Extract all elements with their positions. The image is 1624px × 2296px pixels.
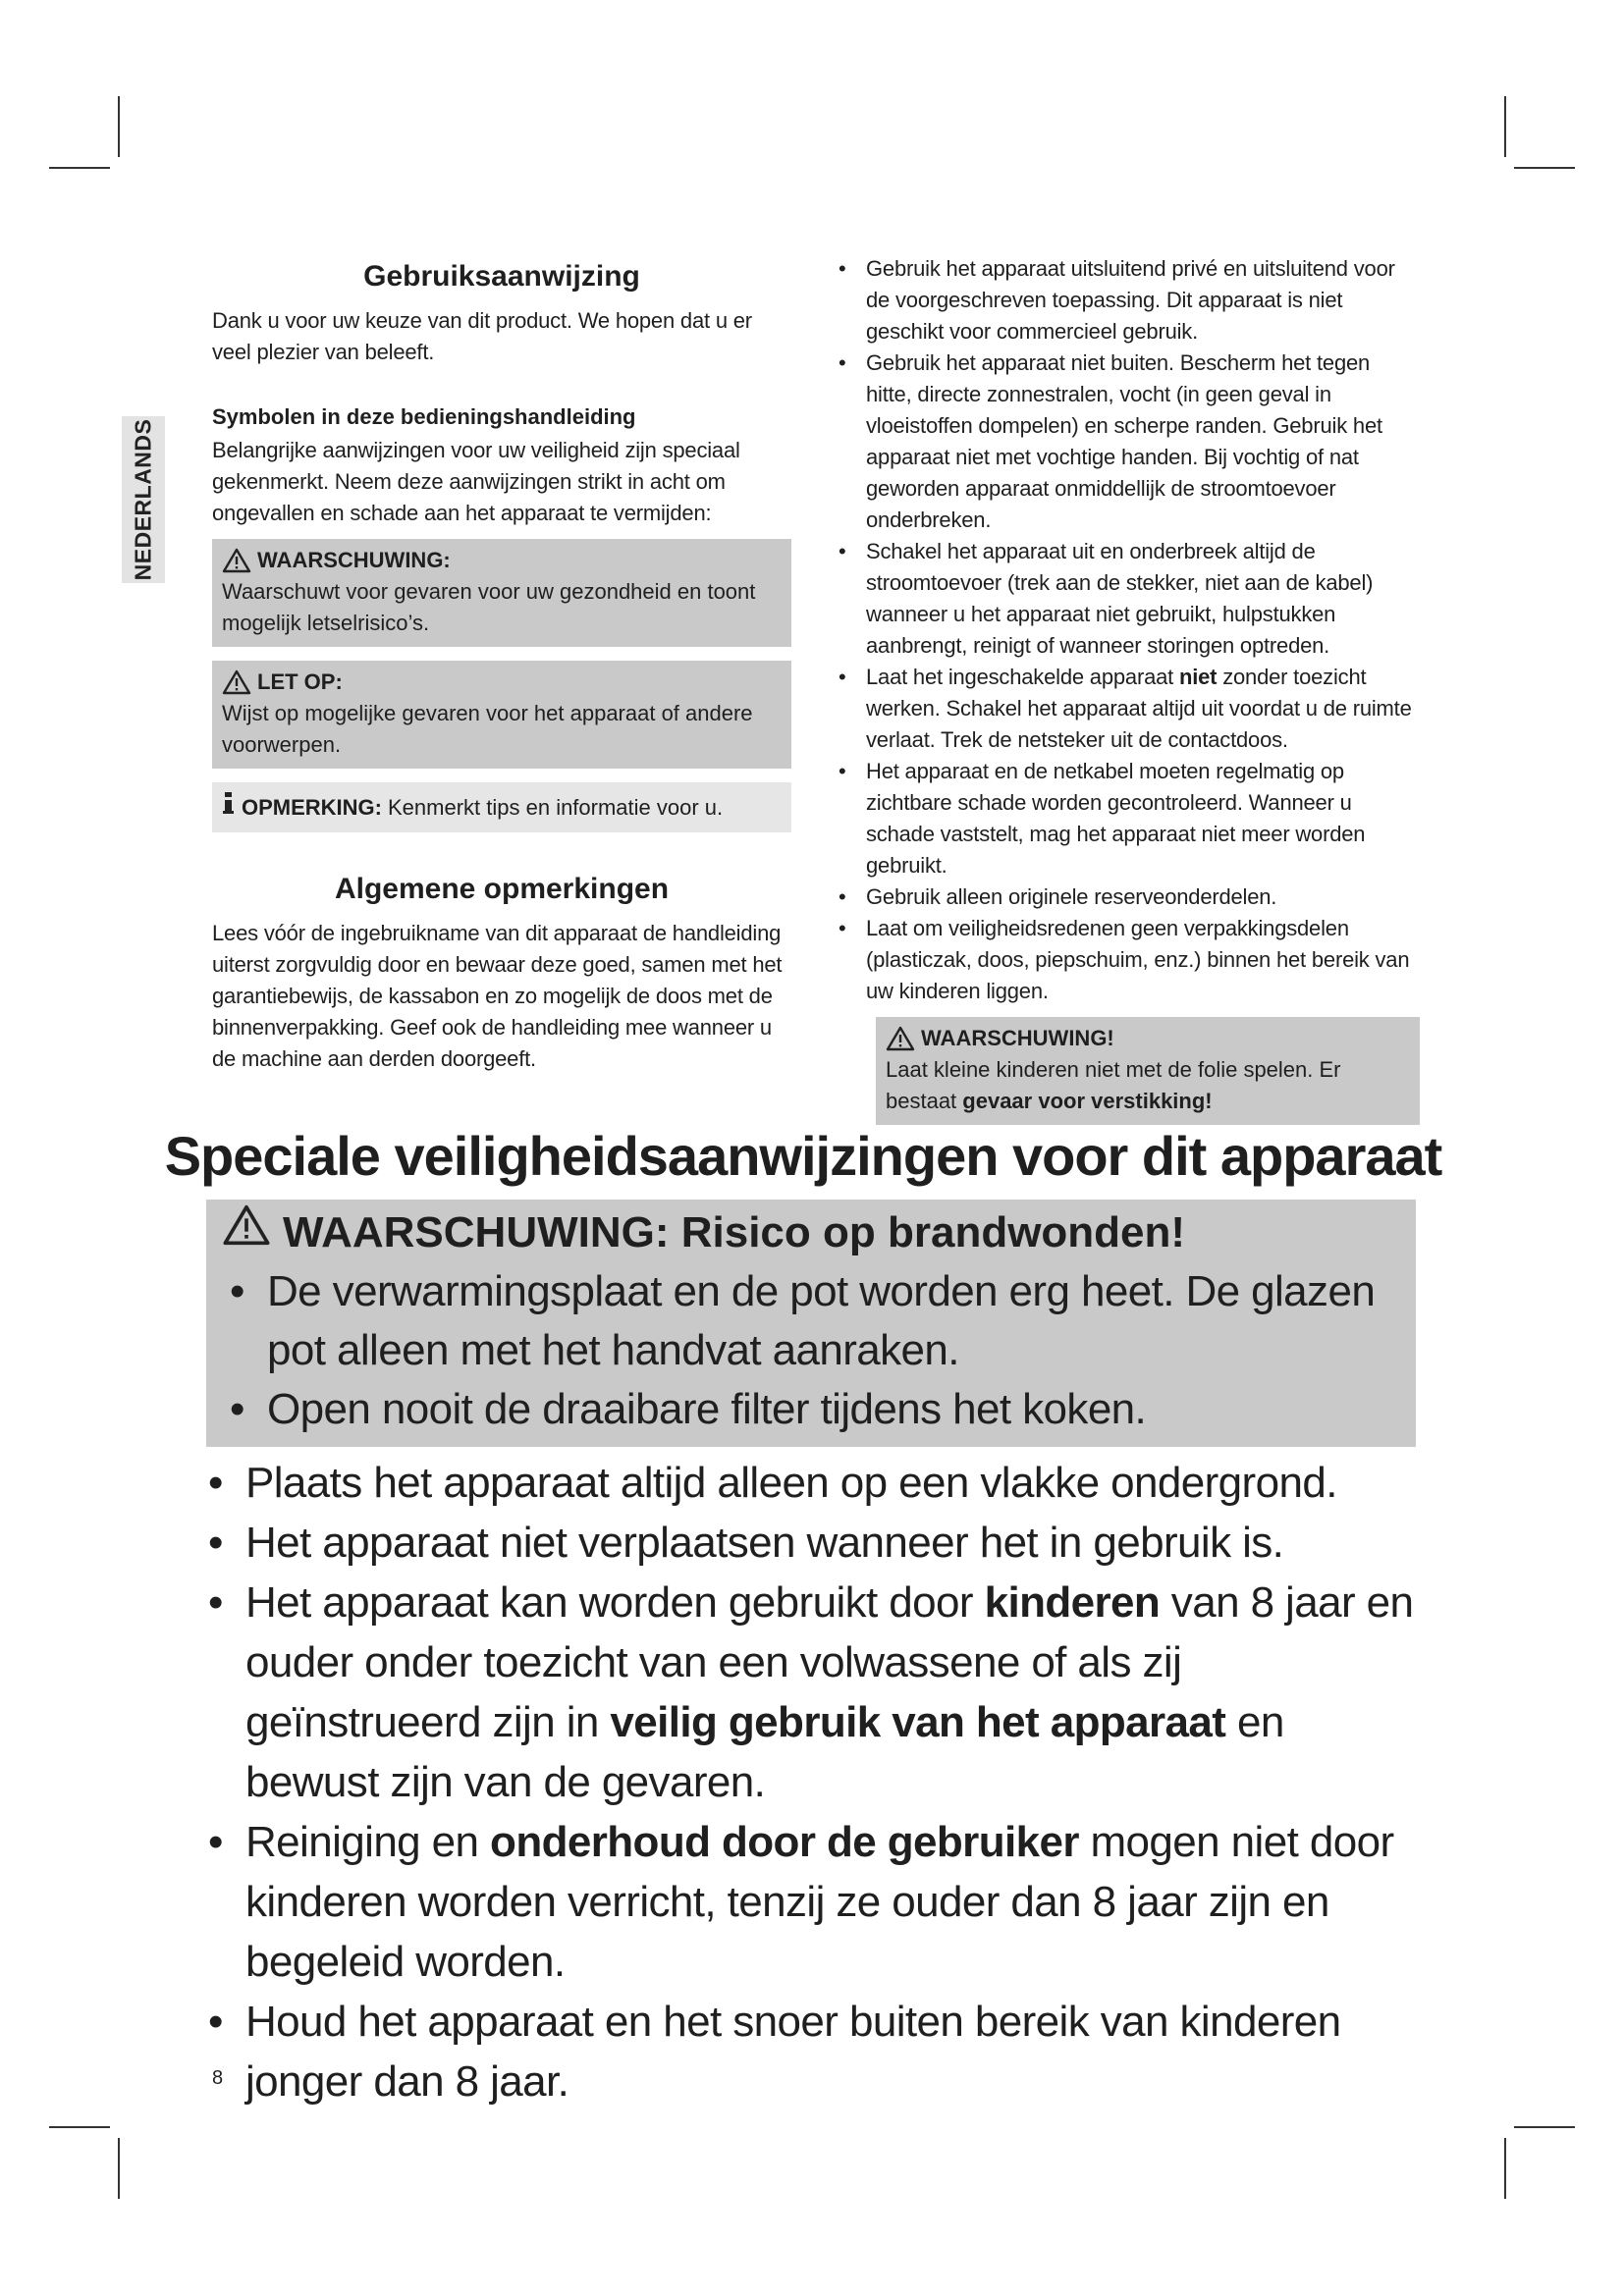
packaging-warning-title: WAARSCHUWING! [921, 1026, 1114, 1050]
packaging-warning-box [876, 1017, 1420, 1125]
warning-triangle-icon [222, 548, 251, 573]
language-tab-label: NEDERLANDS [130, 418, 156, 581]
note-box [212, 782, 791, 832]
list-item: • Plaats het apparaat altijd alleen op een vlakke ondergrond. [200, 1453, 1428, 1513]
crop-mark [49, 2126, 110, 2128]
warning-box-text: Waarschuwt voor gevaren voor uw gezondheid en toont mogelijk letselrisico’s. [222, 579, 756, 635]
warning-box-title: WAARSCHUWING: [257, 548, 451, 572]
left-column [212, 257, 791, 1075]
list-item: • Houd het apparaat en het snoer buiten bereik van kinderen jonger dan 8 jaar. [200, 1992, 1428, 2111]
warning-triangle-icon [222, 669, 251, 695]
page-number: 8 [212, 2067, 224, 2089]
note-box-title: OPMERKING: [242, 794, 382, 820]
list-item: • Laat om veiligheidsredenen geen verpakkingsdelen (plasticzak, doos, piepschuim, enz.) binnen het bereik van uw kinderen liggen. [837, 913, 1420, 1007]
list-item: • Het apparaat en de netkabel moeten regelmatig op zichtbare schade worden gecontroleerd. Wanneer u schade vaststelt, mag het apparaat niet meer worden gebruikt. [837, 756, 1420, 881]
list-item: • Het apparaat kan worden gebruikt door kinderen van 8 jaar en ouder onder toezicht van een volwassene of als zij geïnstrueerd zijn in veilig gebruik van het apparaat en bewust zijn van de gevaren. [200, 1573, 1428, 1812]
caution-box-text: Wijst op mogelijke gevaren voor het apparaat of andere voorwerpen. [222, 701, 753, 757]
language-tab [122, 416, 165, 583]
special-safety-list [200, 1453, 1428, 2111]
special-safety-title: Speciale veiligheidsaanwijzingen voor dit apparaat [164, 1125, 1442, 1187]
caution-box-title: LET OP: [257, 669, 343, 694]
warning-triangle-icon [886, 1026, 915, 1051]
list-item: • Laat het ingeschakelde apparaat niet zonder toezicht werken. Schakel het apparaat altijd uit voordat u de ruimte verlaat. Trek de netsteker uit de contactdoos. [837, 662, 1420, 756]
list-item: • Gebruik het apparaat niet buiten. Bescherm het tegen hitte, directe zonnestralen, vocht (in geen geval in vloeistoffen dompelen) en scherpe randen. Gebruik het apparaat niet met vochtige handen. Bij vochtig of nat geworden apparaat onmiddellijk de stroomtoevoer onderbreken. [837, 347, 1420, 536]
right-column [837, 253, 1420, 1125]
crop-mark [1504, 96, 1506, 157]
crop-mark [1504, 2138, 1506, 2199]
safety-list [837, 253, 1420, 1007]
info-icon [222, 790, 236, 825]
burn-warning-box [206, 1200, 1416, 1447]
list-item: • Gebruik het apparaat uitsluitend privé en uitsluitend voor de voorgeschreven toepassing. Dit apparaat is niet geschikt voor commercieel gebruik. [837, 253, 1420, 347]
list-item: • Schakel het apparaat uit en onderbreek altijd de stroomtoevoer (trek aan de stekker, niet aan de kabel) wanneer u het apparaat niet gebruikt, hulpstukken aanbrengt, reinigt of wanneer storingen optreden. [837, 536, 1420, 662]
packaging-warning-bold: gevaar voor verstikking! [962, 1089, 1213, 1113]
symbols-text: Belangrijke aanwijzingen voor uw veiligheid zijn speciaal gekenmerkt. Neem deze aanwijzingen strikt in acht om ongevallen en schade aan het apparaat te vermijden: [212, 438, 740, 525]
list-item: • Het apparaat niet verplaatsen wanneer het in gebruik is. [200, 1513, 1428, 1573]
instructions-title: Gebruiksaanwijzing [363, 260, 640, 293]
note-box-text: Kenmerkt tips en informatie voor u. [388, 794, 724, 820]
warning-triangle-icon [222, 1203, 271, 1262]
caution-box [212, 661, 791, 769]
crop-mark [1514, 2126, 1575, 2128]
crop-mark [49, 167, 110, 169]
list-item: • De verwarmingsplaat en de pot worden erg heet. De glazen pot alleen met het handvat aanraken. [222, 1262, 1400, 1380]
intro-text: Dank u voor uw keuze van dit product. We hopen dat u er veel plezier van beleeft. [212, 308, 752, 364]
crop-mark [1514, 167, 1575, 169]
general-text: Lees vóór de ingebruikname van dit apparaat de handleiding uiterst zorgvuldig door en bewaar deze goed, samen met het garantiebewijs, de kassabon en zo mogelijk de doos met de binnenverpakking. Geef ook de handleiding mee wanneer u de machine aan derden doorgeeft. [212, 921, 783, 1071]
burn-warning-title: WAARSCHUWING: Risico op brandwonden! [283, 1208, 1186, 1256]
general-title: Algemene opmerkingen [334, 873, 670, 905]
list-item: • Gebruik alleen originele reserveonderdelen. [837, 881, 1420, 913]
crop-mark [118, 2138, 120, 2199]
list-item: • Open nooit de draaibare filter tijdens het koken. [222, 1380, 1400, 1439]
packaging-warning-text: Laat kleine kinderen niet met de folie spelen. Er bestaat [886, 1057, 1341, 1113]
list-item: • Reiniging en onderhoud door de gebruiker mogen niet door kinderen worden verricht, tenzij ze ouder dan 8 jaar zijn en begeleid worden. [200, 1812, 1428, 1992]
crop-mark [118, 96, 120, 157]
burn-warning-list [222, 1262, 1400, 1439]
warning-box [212, 539, 791, 647]
symbols-heading: Symbolen in deze bedieningshandleiding [212, 404, 636, 429]
